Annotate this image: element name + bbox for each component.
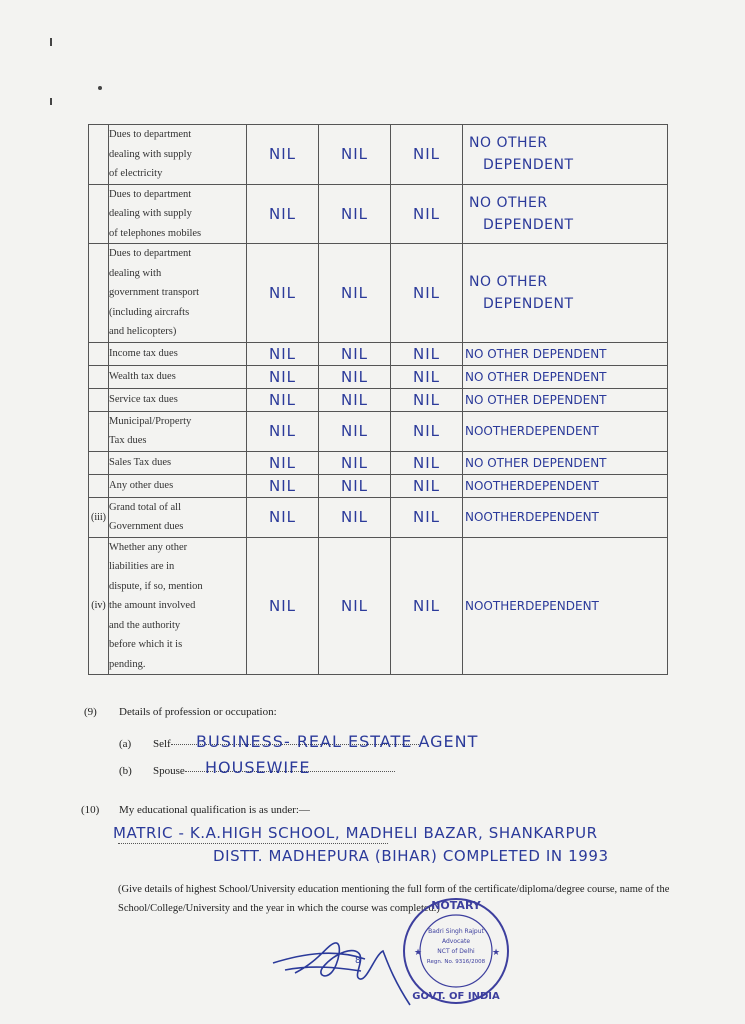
row-label: [109, 474, 247, 497]
nil-value: NIL: [340, 453, 368, 472]
row-label-line: Wealth tax dues: [109, 370, 176, 382]
row-label: [109, 411, 247, 451]
value-cell: [319, 125, 391, 185]
row-label-line: liabilities are in: [109, 561, 175, 572]
row-number: (iv): [89, 537, 109, 675]
scan-speck: [50, 38, 52, 46]
row-label-line: pending.: [109, 658, 146, 670]
row-number: [89, 411, 109, 451]
value-cell: [247, 244, 319, 343]
stamp-star-icon: ★: [492, 947, 501, 957]
nil-value: NIL: [268, 453, 296, 472]
row-label: [109, 388, 247, 411]
remark-cell: [463, 342, 668, 365]
remark-text: NO OTHER DEPENDENT: [465, 369, 607, 384]
value-cell: [391, 365, 463, 388]
value-cell: [247, 537, 319, 675]
dues-row: [89, 365, 668, 388]
value-cell: [391, 451, 463, 474]
row-label-line: Whether any other: [109, 541, 188, 553]
value-cell: [247, 497, 319, 537]
value-cell: [391, 474, 463, 497]
remark-cell: [463, 474, 668, 497]
remark-text: NO OTHER DEPENDENT: [465, 392, 607, 407]
remark-text: DEPENDENT: [483, 295, 574, 312]
nil-value: NIL: [268, 367, 296, 386]
nil-value: NIL: [412, 476, 440, 495]
row-label-line: dispute, if so, mention: [109, 580, 203, 592]
nil-value: NIL: [340, 367, 368, 386]
education-line-1: MATRIC - K.A.HIGH SCHOOL, MADHELI BAZAR, SHANKARPUR: [113, 824, 598, 842]
section-10-title: My educational qualification is as under:—: [119, 804, 310, 816]
value-cell: [247, 474, 319, 497]
remark-cell: [463, 388, 668, 411]
row-label-line: dealing with supply: [109, 148, 192, 160]
value-cell: [247, 125, 319, 185]
nil-value: NIL: [268, 145, 296, 164]
stamp-line-1: Badri Singh Rajput: [428, 928, 484, 935]
row-label-line: of electricity: [109, 168, 163, 179]
dues-table: [88, 124, 668, 675]
nil-value: NIL: [412, 390, 440, 409]
dues-row: [89, 411, 668, 451]
value-cell: [247, 365, 319, 388]
spouse-field-name: Spouse: [153, 765, 185, 777]
remark-cell: [463, 244, 668, 343]
row-label-line: (including aircrafts: [109, 306, 190, 318]
nil-value: NIL: [340, 204, 368, 223]
nil-value: NIL: [412, 422, 440, 440]
dues-row: [89, 537, 668, 675]
nil-value: NIL: [412, 596, 440, 615]
notary-stamp: [400, 895, 512, 1007]
value-cell: [391, 342, 463, 365]
row-number: [89, 388, 109, 411]
nil-value: NIL: [340, 145, 368, 164]
nil-value: NIL: [268, 283, 296, 302]
value-cell: [391, 497, 463, 537]
remark-text: NO OTHER DEPENDENT: [465, 455, 607, 470]
value-cell: [319, 184, 391, 244]
remark-cell: [463, 365, 668, 388]
value-cell: [391, 125, 463, 185]
nil-value: NIL: [268, 344, 296, 363]
nil-value: NIL: [412, 204, 440, 223]
row-label-line: Tax dues: [109, 435, 147, 446]
row-number: [89, 184, 109, 244]
value-cell: [391, 244, 463, 343]
row-label-line: Grand total of all: [109, 501, 182, 513]
spouse-label-a: (a): [119, 738, 132, 750]
value-cell: [319, 244, 391, 343]
dues-row: [89, 451, 668, 474]
remark-text: NO OTHER: [469, 273, 548, 290]
nil-value: NIL: [340, 508, 368, 526]
remark-cell: [463, 451, 668, 474]
remark-cell: [463, 184, 668, 244]
row-label: [109, 365, 247, 388]
nil-value: NIL: [268, 422, 296, 440]
dues-row: [89, 474, 668, 497]
value-cell: [391, 388, 463, 411]
dues-row: [89, 388, 668, 411]
stamp-line-2: Advocate: [441, 938, 471, 945]
section-10-number: (10): [81, 804, 100, 816]
row-label-line: before which it is: [109, 639, 183, 650]
nil-value: NIL: [412, 453, 440, 472]
dues-row: [89, 342, 668, 365]
value-cell: [319, 388, 391, 411]
remark-text: NOOTHERDEPENDENT: [465, 478, 599, 493]
row-label-line: of telephones mobiles: [109, 227, 202, 239]
row-label-line: Any other dues: [109, 479, 174, 491]
remark-cell: [463, 125, 668, 185]
value-cell: [319, 365, 391, 388]
nil-value: NIL: [268, 508, 296, 526]
value-cell: [391, 184, 463, 244]
row-label-line: Municipal/Property: [109, 415, 192, 427]
stamp-line-4: Regn. No. 9316/2008: [426, 959, 486, 965]
value-cell: [319, 411, 391, 451]
nil-value: NIL: [340, 283, 368, 302]
remark-text: NO OTHER DEPENDENT: [465, 346, 607, 361]
remark-text: DEPENDENT: [483, 157, 574, 174]
row-label: [109, 537, 247, 675]
stamp-top-text: NOTARY: [431, 899, 481, 912]
nil-value: NIL: [340, 422, 368, 440]
value-cell: [391, 411, 463, 451]
row-label-line: the amount involved: [109, 600, 196, 611]
section-9-number: (9): [84, 706, 97, 718]
row-label-line: Dues to department: [109, 248, 192, 259]
nil-value: NIL: [412, 283, 440, 302]
signature: [265, 915, 415, 1010]
remark-cell: [463, 537, 668, 675]
value-cell: [247, 411, 319, 451]
value-cell: [319, 342, 391, 365]
remark-cell: [463, 411, 668, 451]
dues-row: [89, 184, 668, 244]
remark-text: NOOTHERDEPENDENT: [465, 598, 599, 613]
row-label: [109, 451, 247, 474]
row-number: [89, 244, 109, 343]
nil-value: NIL: [268, 204, 296, 223]
dues-row: [89, 497, 668, 537]
row-label: [109, 184, 247, 244]
value-cell: [319, 474, 391, 497]
row-number: [89, 365, 109, 388]
row-number: [89, 125, 109, 185]
row-label: [109, 497, 247, 537]
remark-text: DEPENDENT: [483, 216, 574, 233]
row-number: [89, 342, 109, 365]
nil-value: NIL: [340, 390, 368, 409]
svg-text:8: 8: [355, 956, 361, 966]
spouse-label-b: (b): [119, 765, 132, 777]
remark-text: NOOTHERDEPENDENT: [465, 424, 599, 438]
row-label-line: Dues to department: [109, 129, 192, 140]
value-cell: [247, 342, 319, 365]
nil-value: NIL: [340, 476, 368, 495]
row-label: [109, 244, 247, 343]
row-label-line: government transport: [109, 287, 200, 298]
row-label-line: Income tax dues: [109, 347, 178, 359]
nil-value: NIL: [340, 344, 368, 363]
remark-text: NO OTHER: [469, 135, 548, 152]
nil-value: NIL: [412, 344, 440, 363]
self-occupation-value: BUSINESS- REAL ESTATE AGENT: [196, 732, 479, 751]
value-cell: [319, 451, 391, 474]
dues-row: [89, 244, 668, 343]
self-field-name: Self: [153, 738, 171, 750]
value-cell: [247, 184, 319, 244]
nil-value: NIL: [412, 145, 440, 164]
education-dotted-line: [118, 843, 388, 844]
stamp-line-3: NCT of Delhi: [437, 948, 475, 955]
nil-value: NIL: [268, 596, 296, 615]
nil-value: NIL: [268, 476, 296, 495]
row-label-line: Sales Tax dues: [109, 456, 172, 468]
scan-speck: [98, 86, 102, 90]
row-number: [89, 474, 109, 497]
row-label: [109, 342, 247, 365]
row-label-line: dealing with supply: [109, 208, 192, 219]
scan-speck: [50, 98, 52, 105]
row-label-line: and helicopters): [109, 326, 177, 337]
spouse-occupation-value: HOUSEWIFE: [205, 758, 311, 777]
value-cell: [319, 537, 391, 675]
stamp-bottom-text: GOVT. OF INDIA: [412, 991, 500, 1002]
value-cell: [391, 537, 463, 675]
row-label: [109, 125, 247, 185]
nil-value: NIL: [412, 508, 440, 526]
row-label-line: Service tax dues: [109, 393, 178, 405]
remark-text: NO OTHER: [469, 194, 548, 211]
row-label-line: and the authority: [109, 619, 181, 631]
education-line-2: DISTT. MADHEPURA (BIHAR) COMPLETED IN 1993: [213, 847, 609, 865]
value-cell: [247, 451, 319, 474]
remark-text: NOOTHERDEPENDENT: [465, 510, 599, 524]
section-9-title: Details of profession or occupation:: [119, 706, 277, 718]
row-label-line: dealing with: [109, 267, 162, 279]
education-instruction-note: (Give details of highest School/University education mentioning the full form of the certificate/diploma/degree course, name of the School/College/University and the year in which the course was completed.): [118, 884, 670, 914]
remark-cell: [463, 497, 668, 537]
row-number: (iii): [89, 497, 109, 537]
row-label-line: Dues to department: [109, 188, 192, 200]
value-cell: [247, 388, 319, 411]
value-cell: [319, 497, 391, 537]
nil-value: NIL: [268, 390, 296, 409]
nil-value: NIL: [340, 596, 368, 615]
stamp-star-icon: ★: [414, 947, 423, 957]
row-label-line: Government dues: [109, 521, 184, 532]
nil-value: NIL: [412, 367, 440, 386]
dues-row: [89, 125, 668, 185]
row-number: [89, 451, 109, 474]
